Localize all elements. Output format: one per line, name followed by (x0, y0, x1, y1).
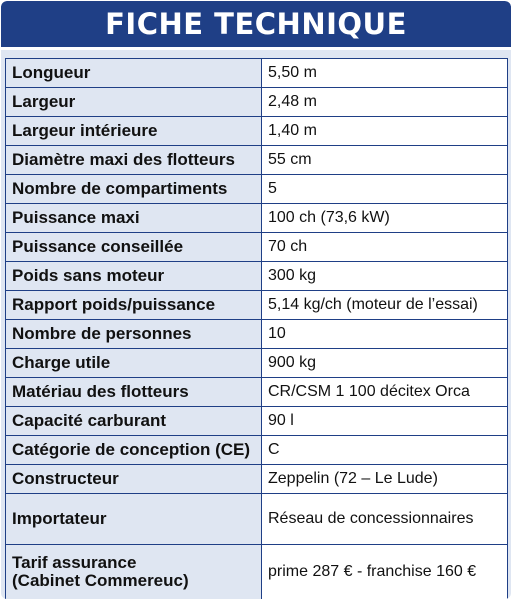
spec-label: Tarif assurance (Cabinet Commereuc) (6, 545, 262, 600)
spec-row-puissance-maxi (6, 204, 508, 233)
spec-label: Largeur intérieure (6, 117, 262, 146)
spec-label: Puissance conseillée (6, 233, 262, 262)
spec-value: Zeppelin (72 – Le Lude) (262, 465, 508, 494)
spec-value: 5,50 m (262, 59, 508, 88)
spec-value: prime 287 € - franchise 160 € (262, 545, 508, 600)
spec-value: Réseau de concessionnaires (262, 494, 508, 545)
spec-label: Poids sans moteur (6, 262, 262, 291)
spec-row-charge-utile (6, 349, 508, 378)
spec-row-personnes (6, 320, 508, 349)
spec-value: 300 kg (262, 262, 508, 291)
spec-table (5, 58, 508, 599)
spec-value: 2,48 m (262, 88, 508, 117)
spec-value: C (262, 436, 508, 465)
spec-value: 70 ch (262, 233, 508, 262)
spec-row-largeur (6, 88, 508, 117)
spec-value: 5,14 kg/ch (moteur de l’essai) (262, 291, 508, 320)
spec-label: Largeur (6, 88, 262, 117)
spec-label: Puissance maxi (6, 204, 262, 233)
spec-row-constructeur (6, 465, 508, 494)
spec-label: Nombre de personnes (6, 320, 262, 349)
spec-row-poids (6, 262, 508, 291)
spec-row-largeur-interieure (6, 117, 508, 146)
spec-label: Catégorie de conception (CE) (6, 436, 262, 465)
spec-value: 100 ch (73,6 kW) (262, 204, 508, 233)
spec-label: Constructeur (6, 465, 262, 494)
spec-label: Nombre de compartiments (6, 175, 262, 204)
title-bar (1, 1, 511, 50)
spec-value: 900 kg (262, 349, 508, 378)
spec-row-importateur (6, 494, 508, 545)
spec-label: Charge utile (6, 349, 262, 378)
spec-label: Matériau des flotteurs (6, 378, 262, 407)
spec-label: Diamètre maxi des flotteurs (6, 146, 262, 175)
spec-label: Capacité carburant (6, 407, 262, 436)
spec-row-carburant (6, 407, 508, 436)
spec-value: 10 (262, 320, 508, 349)
spec-label: Longueur (6, 59, 262, 88)
spec-row-puissance-conseillee (6, 233, 508, 262)
spec-row-categorie-ce (6, 436, 508, 465)
spec-value: CR/CSM 1 100 décitex Orca (262, 378, 508, 407)
page-title: FICHE TECHNIQUE (105, 7, 407, 41)
spec-row-compartiments (6, 175, 508, 204)
spec-row-materiau (6, 378, 508, 407)
spec-value: 1,40 m (262, 117, 508, 146)
spec-row-rapport-poids-puissance (6, 291, 508, 320)
spec-value: 5 (262, 175, 508, 204)
spec-row-diametre-flotteurs (6, 146, 508, 175)
spec-value: 90 l (262, 407, 508, 436)
spec-row-tarif-assurance (6, 545, 508, 600)
spec-label: Rapport poids/puissance (6, 291, 262, 320)
spec-sheet (1, 1, 511, 599)
spec-value: 55 cm (262, 146, 508, 175)
spec-row-longueur (6, 59, 508, 88)
spec-label: Importateur (6, 494, 262, 545)
